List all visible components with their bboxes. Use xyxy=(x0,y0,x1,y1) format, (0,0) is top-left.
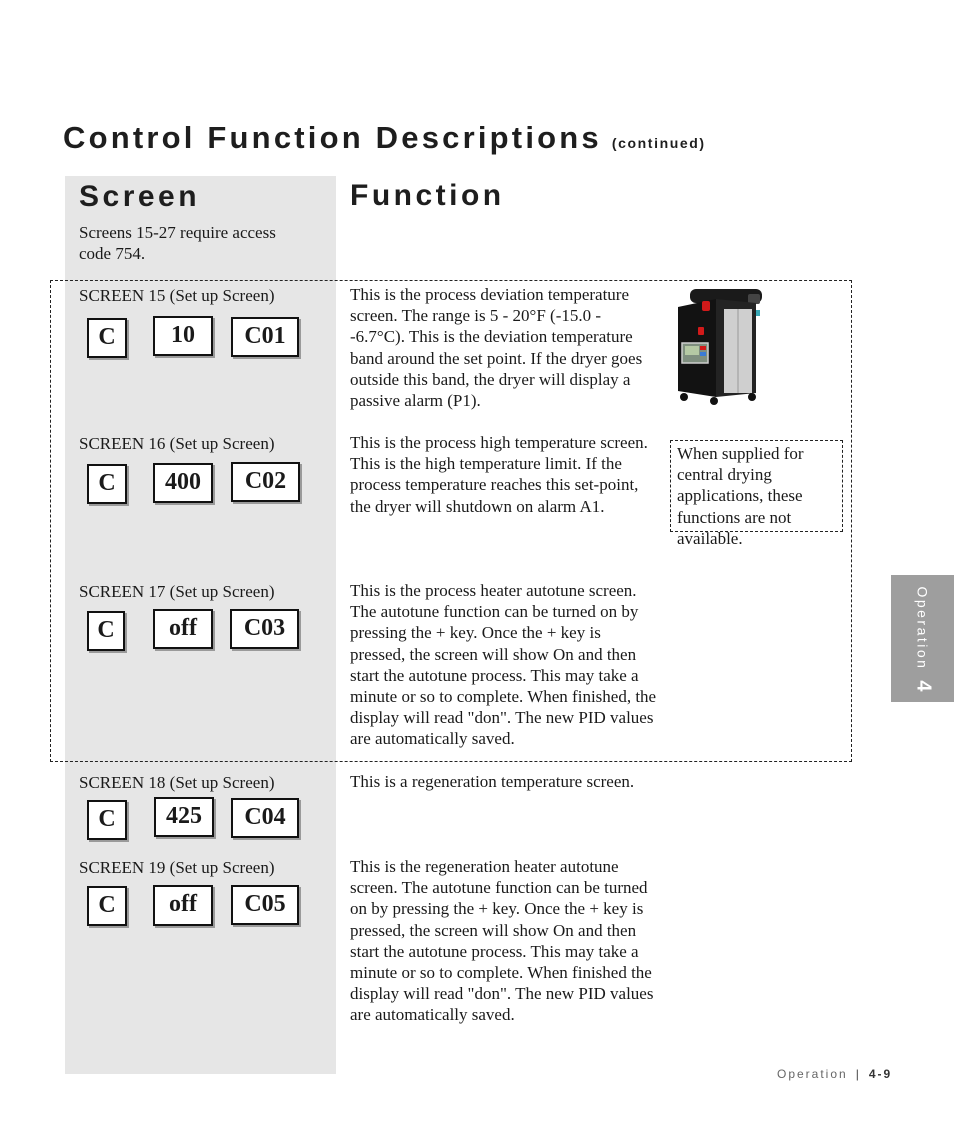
screen-15-label: SCREEN 15 (Set up Screen) xyxy=(79,286,275,305)
screen-17-lcd-value: off xyxy=(153,609,213,649)
page-footer xyxy=(777,1067,892,1081)
chapter-side-tab xyxy=(891,575,954,702)
screen-17-label: SCREEN 17 (Set up Screen) xyxy=(79,582,275,601)
footer-separator: | xyxy=(855,1067,861,1081)
footer-section: Operation xyxy=(777,1067,848,1081)
screen-19-label: SCREEN 19 (Set up Screen) xyxy=(79,858,275,877)
screen-19-lcd-mode: C xyxy=(87,886,127,926)
central-drying-note: When supplied for central drying applications, these functions are not available. xyxy=(670,440,843,532)
screen-column-heading: Screen xyxy=(79,180,201,213)
screen-15-description: This is the process deviation temperature screen. The range is 5 - 20°F (-15.0 - -6.7°C). This is the deviation temperature band around the set point. If the dryer goes outside this band, the dryer will display a passive alarm (P1). xyxy=(350,285,643,411)
screen-17-description: This is the process heater autotune screen. The autotune function can be turned on by pressing the + key. Once the + key is pressed, the screen will show On and then start the autotune process. This may take a minute or so to complete. When finished, the display will read "don". The new PID values are automatically saved. xyxy=(350,581,657,749)
title-suffix: (continued) xyxy=(611,135,706,151)
screen-18-lcd-value: 425 xyxy=(154,797,214,837)
screen-18-lcd-mode: C xyxy=(87,800,127,840)
screen-15-lcd-mode: C xyxy=(87,318,127,358)
function-column-heading: Function xyxy=(350,179,505,212)
screen-19-lcd-code: C05 xyxy=(231,885,299,925)
screen-18-lcd-code: C04 xyxy=(231,798,299,838)
screen-15-lcd-code: C01 xyxy=(231,317,299,357)
side-tab-number: 4 xyxy=(912,679,934,692)
screen-18-description: This is a regeneration temperature screen. xyxy=(350,772,635,791)
screen-19-lcd-value: off xyxy=(153,885,213,926)
screen-16-label: SCREEN 16 (Set up Screen) xyxy=(79,434,275,453)
screen-17-lcd-code: C03 xyxy=(230,609,299,649)
dryer-illustration xyxy=(668,285,768,410)
screen-16-lcd-mode: C xyxy=(87,464,127,504)
page-title: Control Function Descriptions (continued) xyxy=(63,120,706,155)
screen-17-lcd-mode: C xyxy=(87,611,125,651)
access-code-note: Screens 15-27 require access code 754. xyxy=(79,223,276,264)
screen-18-label: SCREEN 18 (Set up Screen) xyxy=(79,773,275,792)
screen-16-description: This is the process high temperature screen. This is the high temperature limit. If the process temperature reaches this set-point, the dryer will shutdown on alarm A1. xyxy=(350,433,648,516)
side-tab-label: Operation xyxy=(914,585,931,670)
screen-16-lcd-code: C02 xyxy=(231,462,300,502)
page-number: 4-9 xyxy=(868,1067,893,1081)
screen-15-lcd-value: 10 xyxy=(153,316,213,356)
screen-16-lcd-value: 400 xyxy=(153,463,213,503)
screen-19-description: This is the regeneration heater autotune screen. The autotune function can be turned on by pressing the + key. Once the + key is pressed, the screen will show On and then start the autotune process. This may take a minute or so to complete. When finished the display will read "don". The new PID values are automatically saved. xyxy=(350,857,654,1025)
